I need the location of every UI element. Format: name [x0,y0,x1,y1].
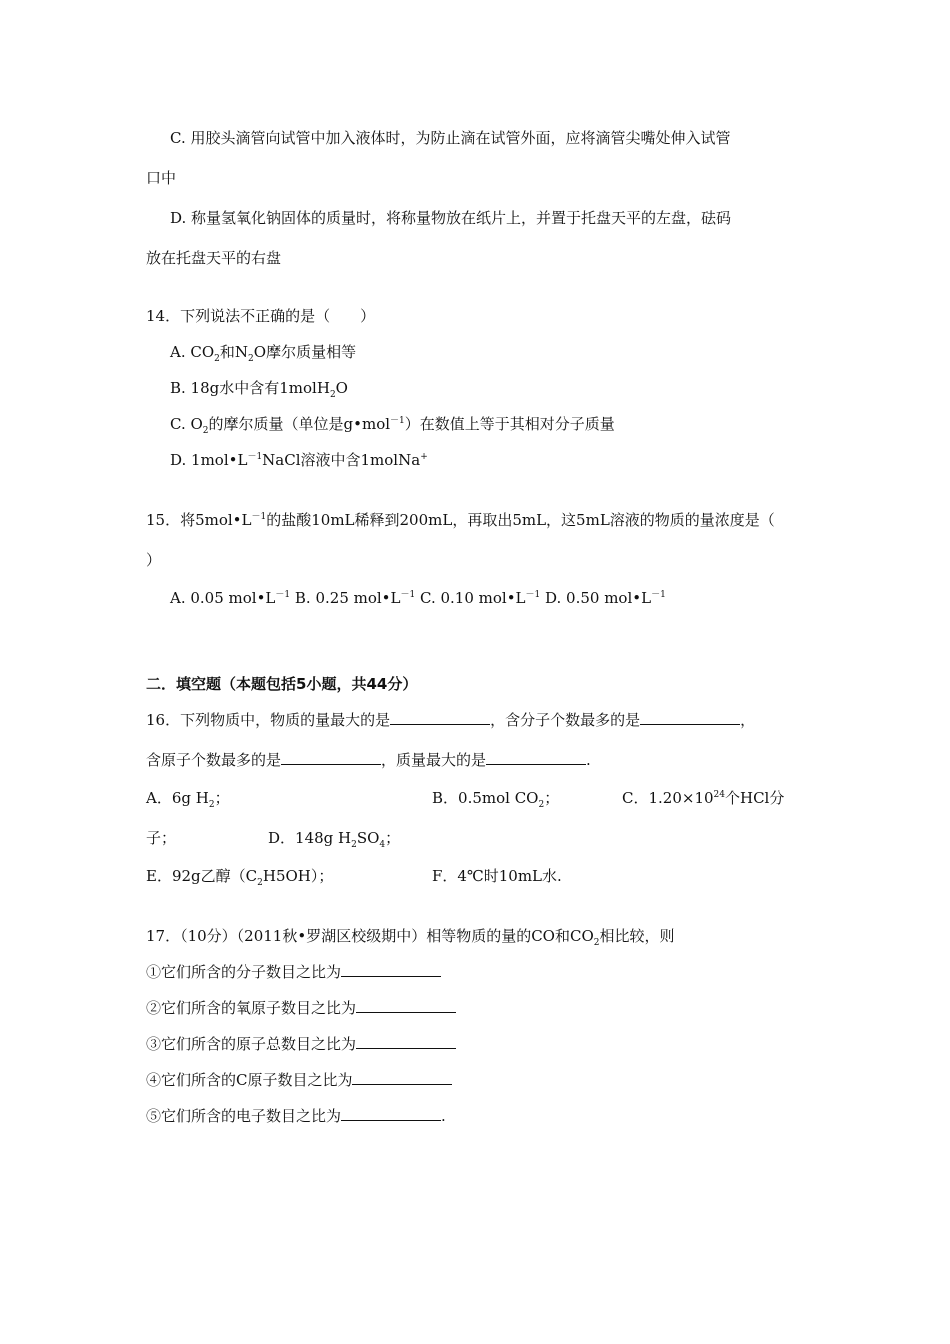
q17-item-3 [146,1034,456,1054]
q17-item-2-text: ②它们所含的氧原子数目之比为 [146,999,357,1017]
q16-l1-b: ，含分子个数最多的是 [490,711,641,729]
q14-option-a [170,342,356,362]
q16-a-sub: 2 [208,800,215,810]
q17-blank-5[interactable] [341,1106,441,1121]
q16-blank-1[interactable] [390,710,490,725]
q17-item-1-text: ①它们所含的分子数目之比为 [146,963,342,981]
q14-c-sup: －1 [390,416,405,426]
q15-options [170,588,666,608]
q15-option-d: D. 0.50 mol•L [540,589,652,607]
q14-option-d [170,450,428,470]
q17-blank-1[interactable] [341,962,441,977]
q16-b-sub: 2 [538,800,545,810]
q16-blank-3[interactable] [281,750,381,765]
q14-option-b [170,378,348,398]
q15-option-a: A. 0.05 mol•L [170,589,276,607]
q15-option-b: B. 0.25 mol•L [290,589,401,607]
q16-l2-a: 含原子个数最多的是 [146,751,282,769]
q16-e-text: E．92g乙醇（C [146,867,258,885]
q16-e-sub: 2 [257,878,263,888]
q15-option-c: C. 0.10 mol•L [415,589,526,607]
q17-item-5 [146,1106,446,1126]
q14-c-post: ）在数值上等于其相对分子质量 [404,415,615,433]
q14-a-post: O摩尔质量相等 [253,343,357,361]
q17-item-4 [146,1070,452,1090]
q16-l2-b: ，质量最大的是 [381,751,487,769]
q14-stem: 14．下列说法不正确的是（ ） [146,307,376,325]
q15-stem [146,510,775,530]
q16-a-text: A．6g H [146,789,209,807]
q14-b-post: O [335,379,348,397]
q16-l2-c: . [586,751,591,769]
q16-c-post: 个HCl分 [724,789,785,807]
q16-option-c [622,788,784,808]
q16-option-c-line2: 子； [146,829,177,847]
q17-item-2 [146,998,456,1018]
q17-blank-4[interactable] [352,1070,452,1085]
q16-option-a [146,788,230,808]
q16-option-b [432,788,559,808]
q14-a-sub1: 2 [214,354,220,364]
q13-option-d-line1: D. 称量氢氧化钠固体的质量时，将称量物放在纸片上，并置于托盘天平的左盘，砝码 [170,209,732,227]
q16-d-sub1: 2 [351,840,357,850]
q17-stem [146,926,675,946]
q14-d-mid: NaCl溶液中含1molNa [262,451,421,469]
q17-item-3-text: ③它们所含的原子总数目之比为 [146,1035,357,1053]
q15-stem-post: 的盐酸10mL稀释到200mL，再取出5mL，这5mL溶液的物质的量浓度是（ [266,511,775,529]
q16-blank-4[interactable] [486,750,586,765]
q13-option-d-line2: 放在托盘天平的右盘 [146,249,282,267]
q17-item-4-text: ④它们所含的C原子数目之比为 [146,1071,353,1089]
section-title: 二．填空题（本题包括5小题，共44分） [146,675,418,693]
q14-a-sub2: 2 [248,354,254,364]
q15-a-sup: －1 [275,590,291,600]
q14-c-sub: 2 [202,426,209,436]
q16-c-sup: 24 [713,790,725,800]
q17-stem-post: 相比较，则 [599,927,675,945]
q13-option-c-line1: C. 用胶头滴管向试管中加入液体时，为防止滴在试管外面，应将滴管尖嘴处伸入试管 [170,129,731,147]
q16-d-text: D．148g H [268,829,352,847]
q16-blank-2[interactable] [640,710,740,725]
q14-option-c [170,414,615,434]
q16-e-post: H5OH）； [262,867,334,885]
q16-l1-a: 16．下列物质中，物质的量最大的是 [146,711,391,729]
q17-blank-3[interactable] [356,1034,456,1049]
q14-c-mid: 的摩尔质量（单位是g•mol [208,415,391,433]
q14-d-sup2: + [420,452,428,462]
q16-stem-line1 [146,710,755,730]
q14-d-sup1: －1 [247,452,263,462]
q16-d-sub2: 4 [379,840,386,850]
q14-a-text: A. CO [170,343,215,361]
q14-b-text: B. 18g水中含有1molH [170,379,330,397]
q15-b-sup: －1 [400,590,416,600]
q17-blank-2[interactable] [356,998,456,1013]
q16-option-f: F．4℃时10mL水. [432,867,562,885]
q14-d-text: D. 1mol•L [170,451,248,469]
q14-a-mid: 和N [219,343,249,361]
q15-c-sup: －1 [525,590,541,600]
q16-b-post: ； [544,789,560,807]
q16-option-e [146,866,333,886]
q17-stem-sub: 2 [593,938,600,948]
q14-c-text: C. O [170,415,203,433]
q17-stem-pre: 17．（10分）（2011秋•罗湖区校级期中）相等物质的量的CO和CO [146,927,594,945]
q17-item-5-text: ⑤它们所含的电子数目之比为 [146,1107,342,1125]
q15-d-sup: －1 [651,590,666,600]
q16-l1-c: ， [740,711,756,729]
q16-d-post: ； [385,829,401,847]
q16-a-post: ； [214,789,230,807]
q17-item-5-end: . [441,1107,446,1125]
q16-b-text: B．0.5mol CO [432,789,539,807]
q17-item-1 [146,962,441,982]
q15-stem-sup: －1 [251,512,267,522]
q15-stem-line2: ） [146,551,162,569]
q13-option-c-line2: 口中 [146,169,177,187]
q14-b-sub: 2 [329,390,336,400]
q15-stem-pre: 15．将5mol•L [146,511,252,529]
q16-stem-line2 [146,750,591,770]
q16-c-text: C．1.20×10 [622,789,714,807]
q16-d-mid: SO [356,829,380,847]
q16-option-d [268,828,400,848]
